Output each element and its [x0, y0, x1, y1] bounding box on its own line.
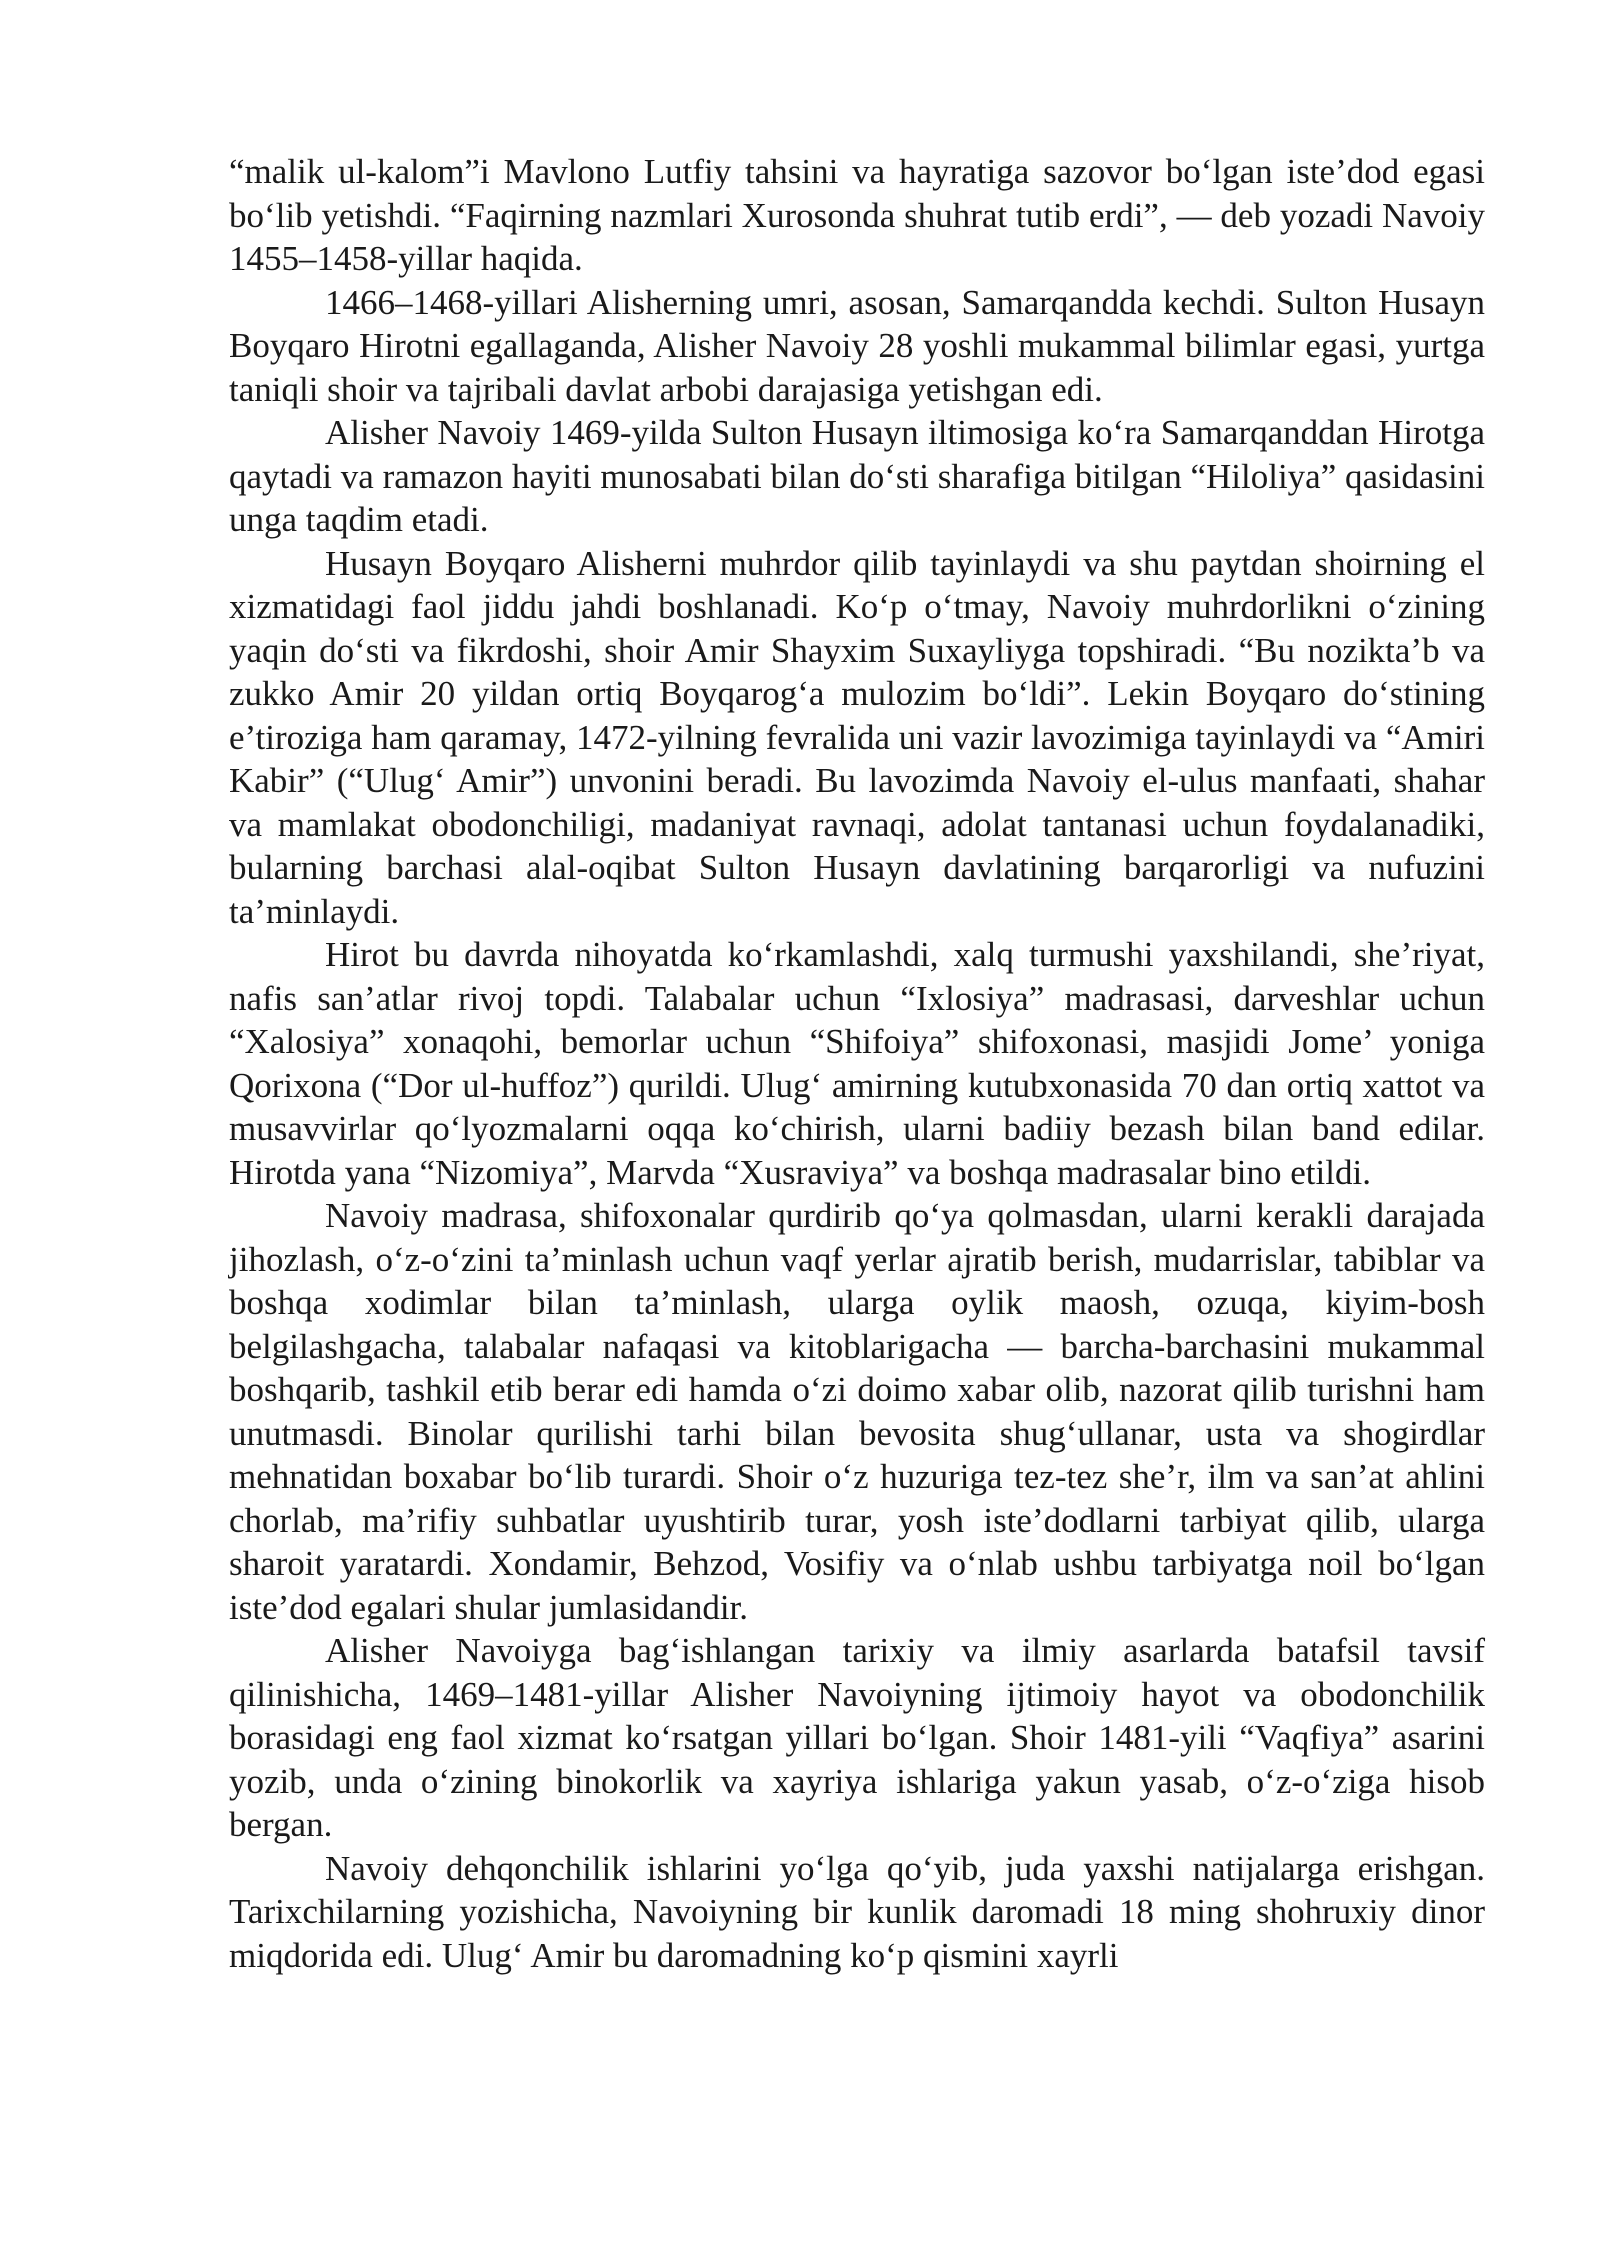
paragraph-truncated: Navoiy dehqonchilik ishlarini yo‘lga qo‘yib, juda yaxshi natijalarga erishgan. Tarixchilarning yozishicha, Navoiyning bir kunlik daromadi 18 ming shohruxiy dinor miqdorida edi. Ulug‘ Amir bu daromadning ko‘p qismini xayrli [229, 1848, 1485, 1975]
document-page [229, 150, 1485, 1977]
paragraph: Alisher Navoiy 1469-yilda Sulton Husayn iltimosiga ko‘ra Samarqanddan Hirotga qaytadi va ramazon hayiti munosabati bilan do‘sti sharafiga bitilgan “Hiloliya” qasidasini unga taqdim etadi. [229, 413, 1485, 539]
paragraph: Navoiy madrasa, shifoxonalar qurdirib qo‘ya qolmasdan, ularni kerakli darajada jihozlash, o‘z-o‘zini ta’minlash uchun vaqf yerlar ajratib berish, mudarrislar, tabiblar va boshqa xodimlar bilan ta’minlash, ularga oylik maosh, ozuqa, kiyim-bosh belgilashgacha, talabalar nafaqasi va kitoblarigacha — barcha-barchasini mukammal boshqarib, tashkil etib berar edi hamda o‘zi doimo xabar olib, nazorat qilib turishni ham unutmasdi. Binolar qurilishi tarhi bilan bevosita shug‘ullanar, usta va shogirdlar mehnatidan boxabar bo‘lib turardi. Shoir o‘z huzuriga tez-tez she’r, ilm va san’at ahlini chorlab, ma’rifiy suhbatlar uyushtirib turar, yosh iste’dodlarni tarbiyat qilib, ularga sharoit yaratardi. Xondamir, Behzod, Vosifiy va o‘nlab ushbu tarbiyatga noil bo‘lgan iste’dod egalari shular jumlasidandir. [229, 1196, 1485, 1627]
paragraph: Alisher Navoiyga bag‘ishlangan tarixiy va ilmiy asarlarda batafsil tavsif qilinishicha, 1469–1481-yillar Alisher Navoiyning ijtimoiy hayot va obodonchilik borasidagi eng faol xizmat ko‘rsatgan yillari bo‘lgan. Shoir 1481-yili “Vaqfiya” asarini yozib, unda o‘zining binokorlik va xayriya ishlariga yakun yasab, o‘z-o‘ziga hisob bergan. [229, 1631, 1485, 1844]
paragraph: 1466–1468-yillari Alisherning umri, asosan, Samarqandda kechdi. Sulton Husayn Boyqaro Hirotni egallaganda, Alisher Navoiy 28 yoshli mukammal bilimlar egasi, yurtga taniqli shoir va tajribali davlat arbobi darajasiga yetishgan edi. [229, 282, 1485, 409]
paragraph-continuation: “malik ul-kalom”i Mavlono Lutfiy tahsini va hayratiga sazovor bo‘lgan iste’dod egasi bo‘lib yetishdi. “Faqirning nazmlari Xurosonda shuhrat tutib erdi”, — deb yozadi Navoiy 1455–1458-yillar haqida. [229, 152, 1485, 278]
paragraph: Husayn Boyqaro Alisherni muhrdor qilib tayinlaydi va shu paytdan shoirning el xizmatidagi faol jiddu jahdi boshlanadi. Ko‘p o‘tmay, Navoiy muhrdorlikni o‘zining yaqin do‘sti va fikrdoshi, shoir Amir Shayxim Suxayliyga topshiradi. “Bu nozikta’b va zukko Amir 20 yildan ortiq Boyqarog‘a mulozim bo‘ldi”. Lekin Boyqaro do‘stining e’tiroziga ham qaramay, 1472-yilning fevralida uni vazir lavozimiga tayinlaydi va “Amiri Kabir” (“Ulug‘ Amir”) unvonini beradi. Bu lavozimda Navoiy el-ulus manfaati, shahar va mamlakat obodonchiligi, madaniyat ravnaqi, adolat tantanasi uchun foydalanadiki, bularning barchasi alal-oqibat Sulton Husayn davlatining barqarorligi va nufuzini ta’minlaydi. [229, 543, 1485, 931]
paragraph: Hirot bu davrda nihoyatda ko‘rkamlashdi, xalq turmushi yaxshilandi, she’riyat, nafis san’atlar rivoj topdi. Talabalar uchun “Ixlosiya” madrasasi, darveshlar uchun “Xalosiya” xonaqohi, bemorlar uchun “Shifoiya” shifoxonasi, masjidi Jome’ yoniga Qorixona (“Dor ul-huffoz”) qurildi. Ulug‘ amirning kutubxonasida 70 dan ortiq xattot va musavvirlar qo‘lyozmalarni oqqa ko‘chirish, ularni badiiy bezash bilan band edilar. Hirotda yana “Nizomiya”, Marvda “Xusraviya” va boshqa madrasalar bino etildi. [229, 935, 1485, 1192]
